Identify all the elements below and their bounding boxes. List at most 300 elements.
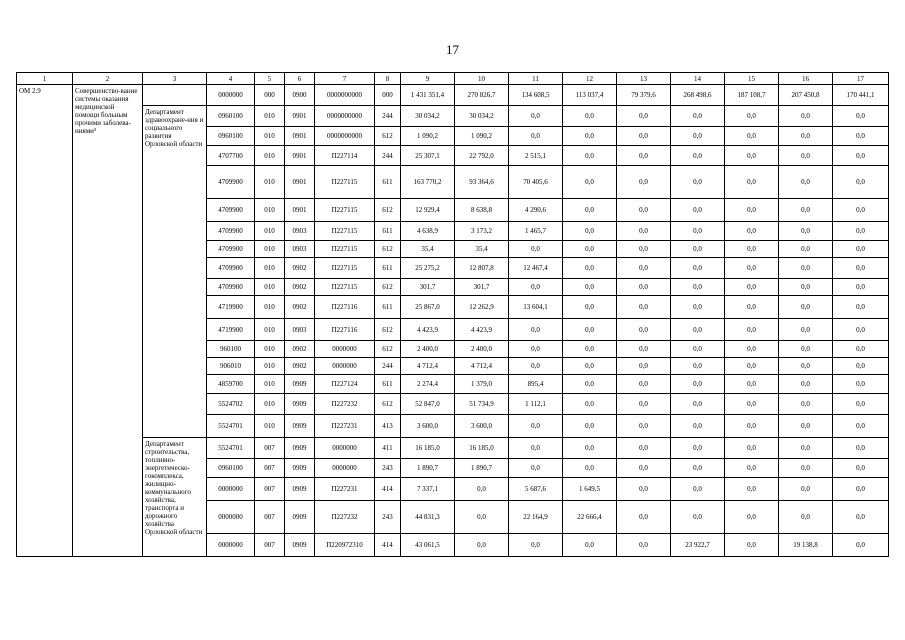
- table-cell: 0,0: [563, 106, 617, 127]
- column-header: 14: [671, 73, 725, 85]
- table-cell: 4 712,4: [401, 358, 455, 375]
- table-cell: 0,0: [617, 415, 671, 438]
- table-cell: 13 604,1: [509, 296, 563, 319]
- table-cell: 0,0: [671, 478, 725, 501]
- table-cell: 0,0: [671, 358, 725, 375]
- table-cell: 0,0: [833, 438, 889, 459]
- table-cell: 0,0: [833, 146, 889, 166]
- table-cell: 0000000: [207, 534, 255, 557]
- table-cell: 0,0: [671, 438, 725, 459]
- table-cell: 0,0: [509, 106, 563, 127]
- table-cell: 0,0: [617, 258, 671, 279]
- table-cell: 244: [375, 358, 401, 375]
- table-cell: 0,0: [833, 296, 889, 319]
- table-cell: 0,0: [833, 394, 889, 415]
- table-cell: 0,0: [833, 478, 889, 501]
- table-cell: 0,0: [563, 438, 617, 459]
- table-cell: 1 090,2: [401, 127, 455, 146]
- table-cell: 0,0: [779, 501, 833, 534]
- table-cell: 0,0: [455, 534, 509, 557]
- table-cell: 25 307,1: [401, 146, 455, 166]
- table-cell: 4719900: [207, 319, 255, 341]
- table-cell: 0,0: [725, 438, 779, 459]
- table-cell: 1 112,1: [509, 394, 563, 415]
- table-cell: 010: [255, 358, 285, 375]
- table-cell: 0,0: [725, 501, 779, 534]
- table-cell: 0,0: [671, 459, 725, 478]
- table-cell: П227232: [315, 501, 375, 534]
- table-cell: 0000000: [315, 341, 375, 358]
- table-cell: 0,0: [725, 415, 779, 438]
- table-cell: 0,0: [779, 127, 833, 146]
- table-cell: 0,0: [725, 127, 779, 146]
- table-cell: 2 515,1: [509, 146, 563, 166]
- table-cell: 0960100: [207, 106, 255, 127]
- table-cell: 12 467,4: [509, 258, 563, 279]
- table-cell: 4859700: [207, 375, 255, 394]
- table-cell: 4 638,9: [401, 222, 455, 241]
- table-cell: 22 666,4: [563, 501, 617, 534]
- table-cell: 3 600,0: [401, 415, 455, 438]
- table-cell: 0,0: [671, 258, 725, 279]
- table-cell: 0,0: [563, 146, 617, 166]
- executor-cell: [143, 85, 207, 106]
- table-cell: 010: [255, 415, 285, 438]
- table-cell: 010: [255, 241, 285, 258]
- table-cell: 0,0: [725, 319, 779, 341]
- table-cell: 0,0: [833, 258, 889, 279]
- table-cell: 0,0: [563, 341, 617, 358]
- table-cell: 0,0: [617, 279, 671, 296]
- table-cell: 0,0: [563, 394, 617, 415]
- table-cell: 0909: [285, 459, 315, 478]
- table-cell: 010: [255, 166, 285, 199]
- table-cell: 0,0: [833, 279, 889, 296]
- table-cell: 243: [375, 459, 401, 478]
- table-cell: 301,7: [401, 279, 455, 296]
- table-cell: 0000000: [207, 85, 255, 106]
- table-cell: П227231: [315, 478, 375, 501]
- table-cell: 0,0: [617, 358, 671, 375]
- table-cell: 0000000000: [315, 106, 375, 127]
- table-cell: 010: [255, 146, 285, 166]
- table-cell: П227116: [315, 319, 375, 341]
- table-cell: 244: [375, 106, 401, 127]
- table-cell: 0000000: [315, 438, 375, 459]
- table-cell: 0,0: [509, 279, 563, 296]
- table-cell: 0,0: [563, 415, 617, 438]
- table-cell: 0000000: [207, 501, 255, 534]
- table-cell: 25 867,0: [401, 296, 455, 319]
- table-cell: 960100: [207, 341, 255, 358]
- header-row: [17, 73, 889, 85]
- table-cell: 5 687,6: [509, 478, 563, 501]
- table-cell: 244: [375, 146, 401, 166]
- table-cell: 5524701: [207, 438, 255, 459]
- column-header: 6: [285, 73, 315, 85]
- table-cell: 612: [375, 241, 401, 258]
- table-cell: 010: [255, 375, 285, 394]
- table-cell: 0,0: [833, 501, 889, 534]
- table-cell: 0000000: [207, 478, 255, 501]
- table-cell: 30 034,2: [401, 106, 455, 127]
- table-cell: 0,0: [779, 241, 833, 258]
- table-cell: 0960100: [207, 127, 255, 146]
- table-cell: 0,0: [563, 296, 617, 319]
- table-cell: 0,0: [779, 375, 833, 394]
- table-cell: 0,0: [671, 501, 725, 534]
- table-cell: 007: [255, 459, 285, 478]
- table-cell: 0,0: [671, 146, 725, 166]
- table-cell: 0,0: [617, 199, 671, 222]
- table-cell: П227115: [315, 166, 375, 199]
- table-cell: 0,0: [671, 319, 725, 341]
- table-cell: 0,0: [509, 319, 563, 341]
- table-cell: 0909: [285, 394, 315, 415]
- budget-table: [16, 72, 889, 557]
- table-cell: 0,0: [725, 166, 779, 199]
- table-cell: 010: [255, 199, 285, 222]
- table-cell: 44 831,3: [401, 501, 455, 534]
- table-cell: 30 034,2: [455, 106, 509, 127]
- table-cell: 0,0: [563, 199, 617, 222]
- table-cell: 0,0: [617, 296, 671, 319]
- table-cell: П227114: [315, 146, 375, 166]
- table-cell: 0902: [285, 358, 315, 375]
- table-cell: 0909: [285, 501, 315, 534]
- page-number: 17: [446, 42, 459, 57]
- table-cell: 0,0: [509, 534, 563, 557]
- table-cell: 010: [255, 127, 285, 146]
- table-cell: 000: [255, 85, 285, 106]
- table-cell: 207 450,8: [779, 85, 833, 106]
- table-cell: 0,0: [725, 478, 779, 501]
- table-cell: 0909: [285, 415, 315, 438]
- table-cell: 0,0: [725, 358, 779, 375]
- table-cell: 0,0: [617, 534, 671, 557]
- table-cell: 1 890,7: [401, 459, 455, 478]
- table-cell: 0,0: [671, 166, 725, 199]
- table-cell: 170 441,1: [833, 85, 889, 106]
- table-cell: 0,0: [563, 166, 617, 199]
- table-cell: 0,0: [833, 199, 889, 222]
- table-cell: 0901: [285, 166, 315, 199]
- table-cell: 22 164,9: [509, 501, 563, 534]
- table-cell: 611: [375, 222, 401, 241]
- table-cell: 22 792,0: [455, 146, 509, 166]
- table-cell: 2 400,0: [401, 341, 455, 358]
- table-cell: 0,0: [725, 459, 779, 478]
- table-cell: 1 649,5: [563, 478, 617, 501]
- table-cell: 0,0: [725, 222, 779, 241]
- table-cell: 0,0: [617, 241, 671, 258]
- table-cell: 0,0: [833, 534, 889, 557]
- column-header: 15: [725, 73, 779, 85]
- table-cell: 0,0: [833, 319, 889, 341]
- table-cell: 0,0: [725, 279, 779, 296]
- table-cell: 93 364,6: [455, 166, 509, 199]
- table-cell: 0,0: [617, 394, 671, 415]
- table-cell: 35,4: [455, 241, 509, 258]
- table-cell: 0,0: [563, 358, 617, 375]
- table-cell: 0,0: [617, 478, 671, 501]
- table-cell: 4707700: [207, 146, 255, 166]
- table-cell: 25 275,2: [401, 258, 455, 279]
- table-cell: 0,0: [671, 415, 725, 438]
- table-cell: 1 379,0: [455, 375, 509, 394]
- executor-construction-dept: Департамент строительства, топливно-энергетическо-гокомплекса, жилищно-коммунального хозяйства, транспорта и дорожного хозяйства Орловской области: [143, 438, 207, 557]
- table-cell: 0,0: [671, 341, 725, 358]
- column-header: 3: [143, 73, 207, 85]
- table-cell: 0,0: [833, 415, 889, 438]
- table-cell: 0,0: [563, 279, 617, 296]
- table-cell: 1 890,7: [455, 459, 509, 478]
- table-cell: 0,0: [509, 341, 563, 358]
- column-header: 10: [455, 73, 509, 85]
- table-cell: 0,0: [725, 199, 779, 222]
- table-cell: 0,0: [725, 375, 779, 394]
- table-cell: 0,0: [509, 358, 563, 375]
- table-cell: 187 108,7: [725, 85, 779, 106]
- table-cell: 414: [375, 478, 401, 501]
- table-cell: 52 847,0: [401, 394, 455, 415]
- measure-name: Совершенство-вание системы оказания медицинской помощи больным прочими заболева-ниями³: [73, 85, 143, 557]
- table-cell: 0,0: [617, 459, 671, 478]
- table-cell: 612: [375, 394, 401, 415]
- table-cell: 12 929,4: [401, 199, 455, 222]
- table-cell: 0901: [285, 146, 315, 166]
- table-cell: 1 465,7: [509, 222, 563, 241]
- table-cell: 414: [375, 534, 401, 557]
- table-cell: 010: [255, 394, 285, 415]
- table-cell: 79 379,6: [617, 85, 671, 106]
- table-cell: 4709900: [207, 241, 255, 258]
- table-cell: 0,0: [563, 375, 617, 394]
- table-cell: 5524701: [207, 415, 255, 438]
- table-cell: 0,0: [833, 375, 889, 394]
- table-cell: П227231: [315, 415, 375, 438]
- table-cell: 0,0: [509, 127, 563, 146]
- table-cell: 0,0: [509, 459, 563, 478]
- table-cell: 0901: [285, 106, 315, 127]
- table-cell: 0,0: [671, 127, 725, 146]
- table-cell: 268 498,6: [671, 85, 725, 106]
- table-cell: 0,0: [617, 222, 671, 241]
- table-cell: 4 423,9: [401, 319, 455, 341]
- table-cell: 301,7: [455, 279, 509, 296]
- table-row: [17, 438, 889, 459]
- table-cell: 0,0: [617, 375, 671, 394]
- table-cell: 0,0: [455, 501, 509, 534]
- table-cell: 611: [375, 258, 401, 279]
- table-cell: 243: [375, 501, 401, 534]
- table-cell: 0901: [285, 127, 315, 146]
- table-cell: 0,0: [563, 459, 617, 478]
- table-cell: 0,0: [779, 199, 833, 222]
- table-cell: 4709900: [207, 279, 255, 296]
- table-cell: 0,0: [779, 319, 833, 341]
- table-cell: 895,4: [509, 375, 563, 394]
- table-cell: 0,0: [617, 166, 671, 199]
- table-cell: 0000000: [315, 459, 375, 478]
- table-cell: 0,0: [833, 166, 889, 199]
- table-cell: 0,0: [833, 106, 889, 127]
- column-header: 17: [833, 73, 889, 85]
- table-cell: 4719900: [207, 296, 255, 319]
- table-cell: 0,0: [671, 279, 725, 296]
- table-cell: 270 826,7: [455, 85, 509, 106]
- table-cell: 0,0: [779, 296, 833, 319]
- table-cell: 3 600,0: [455, 415, 509, 438]
- table-cell: 0,0: [779, 459, 833, 478]
- table-cell: 0909: [285, 478, 315, 501]
- table-cell: 0,0: [779, 222, 833, 241]
- table-cell: 612: [375, 279, 401, 296]
- table-cell: 0,0: [833, 358, 889, 375]
- table-cell: 3 173,2: [455, 222, 509, 241]
- table-cell: 0,0: [779, 478, 833, 501]
- column-header: 1: [17, 73, 73, 85]
- table-cell: 16 185,0: [455, 438, 509, 459]
- table-cell: 4 712,4: [455, 358, 509, 375]
- column-header: 11: [509, 73, 563, 85]
- table-cell: 0,0: [779, 146, 833, 166]
- table-cell: 010: [255, 296, 285, 319]
- table-cell: 0,0: [779, 166, 833, 199]
- table-cell: 0000000: [315, 358, 375, 375]
- table-cell: П227232: [315, 394, 375, 415]
- column-header: 12: [563, 73, 617, 85]
- table-row: [17, 85, 889, 106]
- table-cell: 0,0: [779, 341, 833, 358]
- table-cell: 010: [255, 319, 285, 341]
- table-cell: 611: [375, 166, 401, 199]
- table-cell: 4709900: [207, 258, 255, 279]
- table-cell: 010: [255, 279, 285, 296]
- table-cell: 0909: [285, 438, 315, 459]
- table-cell: 0903: [285, 319, 315, 341]
- table-cell: 0,0: [617, 106, 671, 127]
- table-cell: 0,0: [671, 296, 725, 319]
- table-cell: 010: [255, 106, 285, 127]
- table-cell: 12 807,8: [455, 258, 509, 279]
- table-cell: 007: [255, 534, 285, 557]
- table-cell: 0,0: [779, 279, 833, 296]
- column-header: 16: [779, 73, 833, 85]
- table-cell: 0,0: [779, 258, 833, 279]
- table-cell: 0,0: [725, 296, 779, 319]
- table-cell: П227115: [315, 222, 375, 241]
- table-cell: 51 734,9: [455, 394, 509, 415]
- table-cell: 0,0: [455, 478, 509, 501]
- table-cell: 612: [375, 199, 401, 222]
- table-cell: П220972310: [315, 534, 375, 557]
- table-cell: 0901: [285, 199, 315, 222]
- table-cell: 0,0: [833, 241, 889, 258]
- table-cell: 010: [255, 222, 285, 241]
- table-cell: 0,0: [671, 106, 725, 127]
- table-cell: 2 274,4: [401, 375, 455, 394]
- table-cell: 0,0: [563, 241, 617, 258]
- table-cell: 2 400,0: [455, 341, 509, 358]
- table-cell: 1 431 351,4: [401, 85, 455, 106]
- table-cell: 0,0: [725, 146, 779, 166]
- column-header: 4: [207, 73, 255, 85]
- table-cell: 0,0: [833, 341, 889, 358]
- table-cell: 0903: [285, 241, 315, 258]
- table-cell: 0,0: [725, 258, 779, 279]
- table-cell: 35,4: [401, 241, 455, 258]
- column-header: 9: [401, 73, 455, 85]
- table-cell: 0,0: [779, 415, 833, 438]
- table-cell: 0,0: [671, 222, 725, 241]
- table-cell: 007: [255, 501, 285, 534]
- table-cell: 12 262,9: [455, 296, 509, 319]
- table-cell: 0,0: [725, 241, 779, 258]
- table-cell: 007: [255, 438, 285, 459]
- table-cell: П227124: [315, 375, 375, 394]
- table-cell: 4709900: [207, 166, 255, 199]
- table-cell: 0,0: [563, 222, 617, 241]
- table-cell: 5524702: [207, 394, 255, 415]
- table-cell: П227115: [315, 279, 375, 296]
- table-cell: 0909: [285, 375, 315, 394]
- table-cell: 0902: [285, 279, 315, 296]
- table-cell: 43 061,5: [401, 534, 455, 557]
- table-cell: 0,0: [563, 127, 617, 146]
- table-cell: 0,0: [617, 146, 671, 166]
- table-cell: 4709900: [207, 222, 255, 241]
- table-cell: 906010: [207, 358, 255, 375]
- table-cell: 0902: [285, 341, 315, 358]
- table-cell: 0,0: [725, 534, 779, 557]
- table-cell: 612: [375, 319, 401, 341]
- table-cell: П227115: [315, 199, 375, 222]
- table-cell: 0960100: [207, 459, 255, 478]
- table-cell: 0902: [285, 296, 315, 319]
- measure-code: ОМ 2.9: [17, 85, 73, 557]
- table-cell: 0,0: [617, 341, 671, 358]
- column-header: 2: [73, 73, 143, 85]
- table-cell: П227116: [315, 296, 375, 319]
- table-cell: 0000000000: [315, 127, 375, 146]
- table-cell: 1 090,2: [455, 127, 509, 146]
- table-cell: 0,0: [779, 106, 833, 127]
- table-cell: 0,0: [725, 394, 779, 415]
- table-cell: 0,0: [833, 459, 889, 478]
- table-cell: 0,0: [671, 375, 725, 394]
- table-cell: 4 290,6: [509, 199, 563, 222]
- table-cell: 0,0: [725, 341, 779, 358]
- column-header: 5: [255, 73, 285, 85]
- table-cell: 007: [255, 478, 285, 501]
- table-cell: 000: [375, 85, 401, 106]
- table-cell: 7 337,1: [401, 478, 455, 501]
- table-row: [17, 106, 889, 127]
- table-cell: 0000000000: [315, 85, 375, 106]
- table-cell: 113 037,4: [563, 85, 617, 106]
- table-cell: 612: [375, 127, 401, 146]
- table-cell: 0,0: [617, 319, 671, 341]
- table-cell: 0903: [285, 222, 315, 241]
- table-cell: 0,0: [779, 358, 833, 375]
- column-header: 13: [617, 73, 671, 85]
- table-cell: 0,0: [833, 222, 889, 241]
- table-cell: 0,0: [563, 319, 617, 341]
- table-cell: П227115: [315, 241, 375, 258]
- table-cell: 0,0: [563, 534, 617, 557]
- table-cell: 0909: [285, 534, 315, 557]
